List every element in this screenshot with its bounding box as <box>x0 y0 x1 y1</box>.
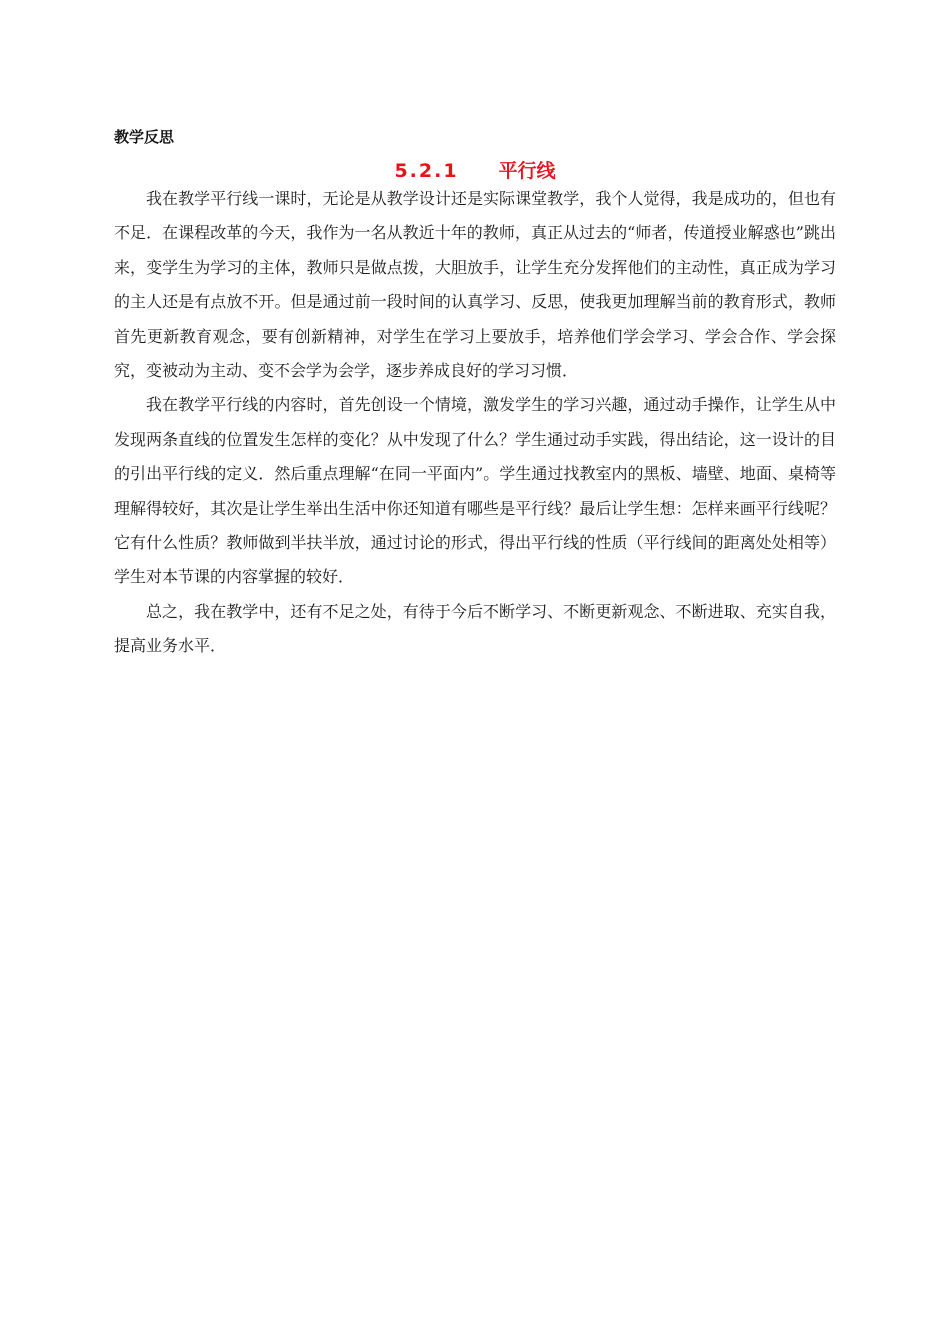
section-heading: 教学反思 <box>114 128 175 146</box>
title-text: 平行线 <box>498 160 556 182</box>
paragraph: 我在教学平行线一课时，无论是从教学设计还是实际课堂教学，我个人觉得，我是成功的，但也有不足．在课程改革的今天，我作为一名从教近十年的教师，真正从过去的“师者，传道授业解惑也”跳出来，变学生为学习的主体，教师只是做点拨，大胆放手，让学生充分发挥他们的主动性，真正成为学习的主人还是有点放不开。但是通过前一段时间的认真学习、反思，使我更加理解当前的教育形式，教师首先更新教育观念，要有创新精神，对学生在学习上要放手，培养他们学会学习、学会合作、学会探究，变被动为主动、变不会学为会学，逐步养成良好的学习习惯． <box>114 189 836 381</box>
title-number: 5.2.1 <box>394 160 459 182</box>
paragraph: 总之，我在教学中，还有不足之处，有待于今后不断学习、不断更新观念、不断进取、充实自我，提高业务水平． <box>114 601 836 656</box>
paragraph: 我在教学平行线的内容时，首先创设一个情境，激发学生的学习兴趣，通过动手操作，让学生从中发现两条直线的位置发生怎样的变化？从中发现了什么？学生通过动手实践，得出结论，这一设计的目的引出平行线的定义．然后重点理解“在同一平面内”。学生通过找教室内的黑板、墙壁、地面、桌椅等理解得较好，其次是让学生举出生活中你还知道有哪些是平行线？最后让学生想：怎样来画平行线呢？它有什么性质？教师做到半扶半放，通过讨论的形式，得出平行线的性质（平行线间的距离处处相等）学生对本节课的内容掌握的较好． <box>114 395 836 587</box>
document-body <box>114 182 836 664</box>
